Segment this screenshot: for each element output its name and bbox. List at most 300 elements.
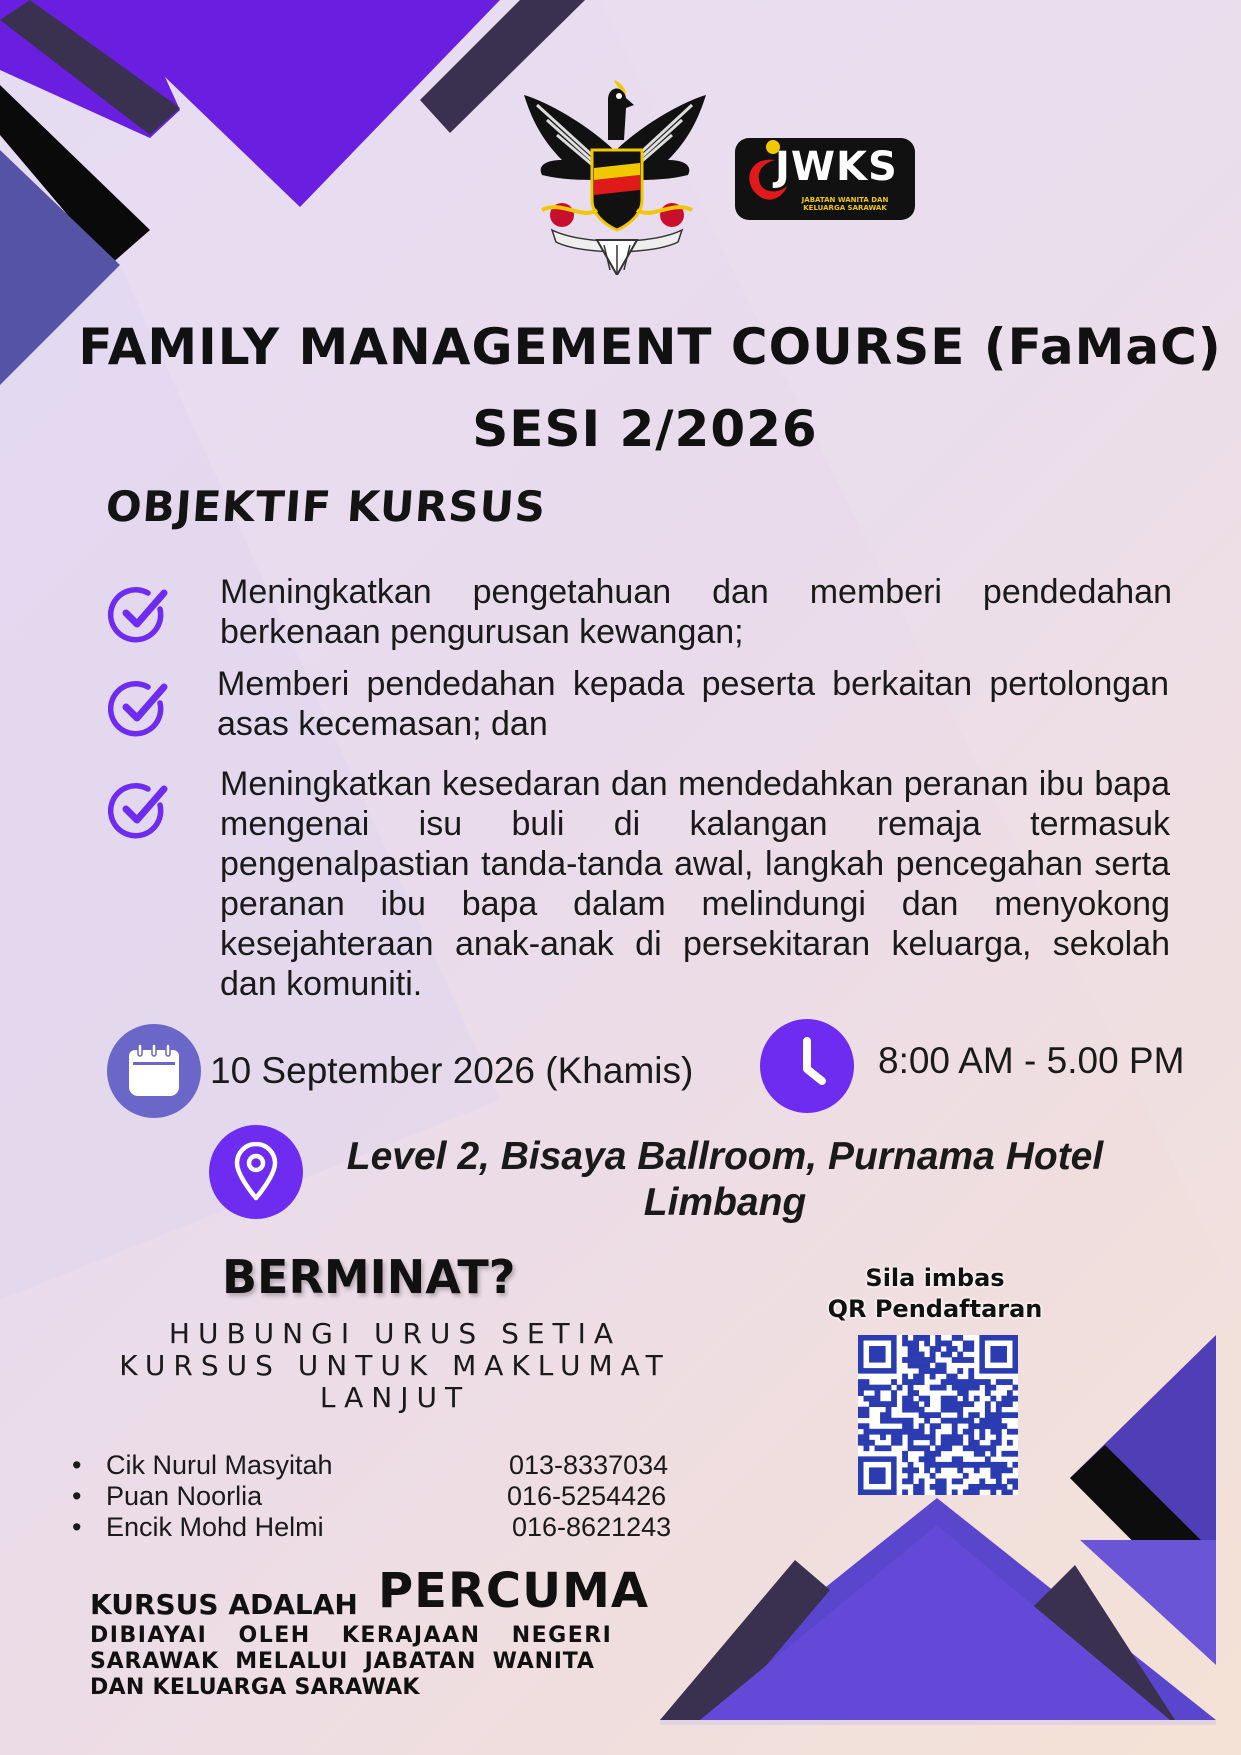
qr-module — [935, 1451, 941, 1457]
qr-module — [968, 1374, 974, 1380]
qr-module — [924, 1434, 930, 1440]
qr-module — [891, 1379, 897, 1385]
qr-module — [908, 1467, 914, 1473]
qr-module — [968, 1346, 974, 1352]
qr-module — [930, 1456, 936, 1462]
qr-module — [1001, 1489, 1007, 1495]
qr-module — [886, 1445, 892, 1451]
qr-module — [908, 1445, 914, 1451]
qr-module — [963, 1489, 969, 1495]
qr-finder-center — [990, 1346, 1007, 1363]
qr-module — [996, 1484, 1002, 1490]
qr-module — [979, 1451, 985, 1457]
qr-module — [864, 1423, 870, 1429]
qr-module — [979, 1379, 985, 1385]
qr-module — [974, 1423, 980, 1429]
registration-qr-code[interactable] — [858, 1335, 1018, 1495]
qr-module — [919, 1396, 925, 1402]
qr-module — [968, 1385, 974, 1391]
qr-module — [941, 1396, 947, 1402]
qr-module — [891, 1434, 897, 1440]
qr-module — [952, 1456, 958, 1462]
qr-module — [957, 1412, 963, 1418]
jwks-logo-text: JWKS — [775, 144, 898, 190]
qr-module — [908, 1363, 914, 1369]
qr-module — [963, 1379, 969, 1385]
qr-module — [913, 1434, 919, 1440]
qr-module — [864, 1440, 870, 1446]
qr-module — [891, 1396, 897, 1402]
qr-module — [930, 1462, 936, 1468]
qr-module — [941, 1407, 947, 1413]
qr-module — [924, 1363, 930, 1369]
qr-module — [946, 1401, 952, 1407]
qr-module — [952, 1478, 958, 1484]
qr-module — [897, 1440, 903, 1446]
qr-module — [952, 1335, 958, 1341]
objective-item: Meningkatkan kesedaran dan mendedahkan peranan ibu bapa mengenai isu buli di kalangan remaja termasuk pengenalpastian tanda-tanda awal, langkah pencegahan serta peranan ibu bapa dalam melindungi dan menyokong kesejahteraan anak-anak di persekitaran keluarga, sekolah dan komuniti. — [220, 765, 1170, 1003]
qr-finder-center — [869, 1346, 886, 1363]
qr-module — [952, 1385, 958, 1391]
checkmark-circle-icon — [108, 583, 170, 645]
qr-module — [875, 1396, 881, 1402]
qr-module — [919, 1434, 925, 1440]
qr-module — [957, 1357, 963, 1363]
qr-module — [990, 1396, 996, 1402]
qr-module — [985, 1390, 991, 1396]
qr-module — [957, 1390, 963, 1396]
qr-module — [902, 1357, 908, 1363]
qr-module — [968, 1429, 974, 1435]
qr-module — [968, 1412, 974, 1418]
qr-module — [985, 1456, 991, 1462]
qr-module — [919, 1429, 925, 1435]
qr-module — [886, 1407, 892, 1413]
registration-label-line: QR Pendaftaran — [827, 1295, 1043, 1323]
qr-module — [990, 1418, 996, 1424]
qr-module — [886, 1418, 892, 1424]
contact-item — [72, 1481, 706, 1512]
contact-phone: 013-8337034 — [509, 1450, 669, 1480]
qr-module — [946, 1379, 952, 1385]
qr-module — [990, 1385, 996, 1391]
qr-module — [1012, 1385, 1018, 1391]
qr-module — [946, 1434, 952, 1440]
objective-item: Memberi pendedahan kepada peserta berkaitan pertolongan asas kecemasan; dan — [217, 665, 1169, 743]
qr-module — [908, 1418, 914, 1424]
qr-module — [996, 1412, 1002, 1418]
qr-module — [968, 1379, 974, 1385]
qr-module — [1001, 1462, 1007, 1468]
qr-module — [979, 1478, 985, 1484]
contact-subheading-line: KURSUS UNTUK MAKLUMAT — [119, 1349, 671, 1382]
qr-module — [963, 1357, 969, 1363]
qr-module — [974, 1445, 980, 1451]
qr-module — [913, 1379, 919, 1385]
qr-module — [902, 1335, 908, 1341]
qr-module — [858, 1379, 864, 1385]
qr-module — [963, 1418, 969, 1424]
qr-module — [908, 1478, 914, 1484]
qr-module — [968, 1445, 974, 1451]
qr-module — [930, 1346, 936, 1352]
location-badge — [209, 1125, 303, 1219]
qr-module — [952, 1440, 958, 1446]
qr-module — [963, 1445, 969, 1451]
qr-module — [941, 1462, 947, 1468]
contact-name: Cik Nurul Masyitah — [106, 1450, 333, 1480]
qr-module — [902, 1407, 908, 1413]
qr-module — [924, 1462, 930, 1468]
contact-name: Encik Mohd Helmi — [106, 1512, 324, 1542]
qr-module — [891, 1401, 897, 1407]
qr-module — [908, 1423, 914, 1429]
qr-module — [935, 1363, 941, 1369]
qr-module — [979, 1429, 985, 1435]
registration-label — [815, 1263, 1055, 1325]
qr-module — [941, 1445, 947, 1451]
qr-module — [913, 1407, 919, 1413]
qr-module — [864, 1445, 870, 1451]
qr-module — [957, 1407, 963, 1413]
contact-name: Puan Noorlia — [106, 1481, 263, 1511]
contact-list — [72, 1450, 706, 1543]
qr-module — [996, 1423, 1002, 1429]
event-time: 8:00 AM - 5.00 PM — [878, 1040, 1185, 1081]
event-date: 10 September 2026 (Khamis) — [210, 1050, 694, 1091]
qr-finder-center — [869, 1467, 886, 1484]
qr-module — [930, 1368, 936, 1374]
qr-module — [880, 1445, 886, 1451]
qr-module — [996, 1440, 1002, 1446]
qr-module — [996, 1429, 1002, 1435]
qr-module — [930, 1374, 936, 1380]
qr-module — [919, 1379, 925, 1385]
qr-module — [985, 1484, 991, 1490]
qr-module — [990, 1445, 996, 1451]
qr-module — [930, 1412, 936, 1418]
qr-module — [1007, 1467, 1013, 1473]
qr-module — [908, 1401, 914, 1407]
qr-module — [990, 1440, 996, 1446]
qr-module — [952, 1396, 958, 1402]
qr-module — [990, 1451, 996, 1457]
qr-module — [935, 1335, 941, 1341]
sarawak-coat-of-arms-logo — [522, 80, 708, 275]
qr-module — [897, 1385, 903, 1391]
contact-subheading-line: LANJUT — [319, 1381, 471, 1414]
qr-module — [913, 1489, 919, 1495]
qr-module — [902, 1401, 908, 1407]
session-title: SESI 2/2026 — [472, 400, 818, 458]
qr-module — [941, 1363, 947, 1369]
qr-module — [957, 1401, 963, 1407]
qr-module — [913, 1335, 919, 1341]
qr-module — [880, 1401, 886, 1407]
qr-module — [985, 1401, 991, 1407]
qr-module — [979, 1418, 985, 1424]
qr-module — [941, 1434, 947, 1440]
qr-module — [963, 1385, 969, 1391]
contact-item — [72, 1512, 706, 1543]
qr-module — [902, 1423, 908, 1429]
qr-module — [974, 1412, 980, 1418]
qr-module — [864, 1434, 870, 1440]
qr-module — [946, 1418, 952, 1424]
qr-module — [886, 1412, 892, 1418]
qr-module — [875, 1445, 881, 1451]
qr-module — [985, 1418, 991, 1424]
checkmark-circle-icon — [108, 779, 170, 841]
qr-module — [908, 1385, 914, 1391]
qr-module — [902, 1489, 908, 1495]
qr-module — [946, 1440, 952, 1446]
qr-module — [946, 1341, 952, 1347]
qr-module — [952, 1489, 958, 1495]
event-venue-line2: Limbang — [643, 1181, 807, 1224]
qr-module — [864, 1379, 870, 1385]
contact-phone: 016-5254426 — [507, 1481, 667, 1511]
qr-module — [902, 1341, 908, 1347]
qr-module — [996, 1379, 1002, 1385]
qr-module — [919, 1423, 925, 1429]
qr-module — [875, 1401, 881, 1407]
qr-module — [858, 1440, 864, 1446]
qr-module — [869, 1401, 875, 1407]
qr-module — [1007, 1478, 1013, 1484]
qr-module — [985, 1385, 991, 1391]
qr-module — [968, 1341, 974, 1347]
qr-module — [919, 1407, 925, 1413]
qr-module — [864, 1385, 870, 1391]
qr-module — [963, 1396, 969, 1402]
qr-module — [930, 1352, 936, 1358]
qr-module — [1012, 1484, 1018, 1490]
qr-module — [930, 1429, 936, 1435]
qr-module — [908, 1429, 914, 1435]
qr-module — [985, 1379, 991, 1385]
qr-module — [941, 1341, 947, 1347]
qr-module — [858, 1385, 864, 1391]
qr-module — [858, 1412, 864, 1418]
qr-module — [913, 1484, 919, 1490]
clock-icon — [760, 1019, 854, 1113]
qr-module — [924, 1341, 930, 1347]
qr-module — [913, 1390, 919, 1396]
qr-module — [1007, 1429, 1013, 1435]
qr-module — [919, 1445, 925, 1451]
qr-module — [946, 1396, 952, 1402]
qr-module — [930, 1440, 936, 1446]
qr-module — [930, 1357, 936, 1363]
qr-module — [935, 1467, 941, 1473]
qr-module — [919, 1357, 925, 1363]
free-course-prefix: KURSUS ADALAH — [90, 1588, 358, 1621]
qr-module — [990, 1467, 996, 1473]
qr-module — [952, 1462, 958, 1468]
qr-module — [957, 1418, 963, 1424]
qr-module — [902, 1429, 908, 1435]
qr-module — [957, 1368, 963, 1374]
qr-module — [919, 1456, 925, 1462]
qr-module — [963, 1390, 969, 1396]
objectives-heading: OBJEKTIF KURSUS — [104, 482, 548, 531]
qr-module — [952, 1379, 958, 1385]
qr-module — [924, 1368, 930, 1374]
qr-module — [1012, 1396, 1018, 1402]
qr-module — [1001, 1484, 1007, 1490]
qr-module — [1012, 1412, 1018, 1418]
qr-module — [946, 1352, 952, 1358]
qr-module — [946, 1462, 952, 1468]
qr-module — [924, 1357, 930, 1363]
qr-module — [902, 1456, 908, 1462]
qr-module — [941, 1484, 947, 1490]
qr-module — [1001, 1396, 1007, 1402]
qr-module — [913, 1352, 919, 1358]
qr-module — [908, 1462, 914, 1468]
qr-module — [935, 1368, 941, 1374]
qr-module — [902, 1379, 908, 1385]
qr-module — [935, 1341, 941, 1347]
qr-module — [946, 1346, 952, 1352]
qr-module — [1001, 1467, 1007, 1473]
qr-module — [979, 1462, 985, 1468]
qr-module — [902, 1396, 908, 1402]
qr-module — [924, 1451, 930, 1457]
qr-module — [858, 1390, 864, 1396]
funding-line: SARAWAK MELALUI JABATAN WANITA — [90, 1649, 595, 1674]
qr-module — [908, 1407, 914, 1413]
qr-module — [968, 1368, 974, 1374]
qr-module — [886, 1385, 892, 1391]
qr-module — [952, 1346, 958, 1352]
qr-module — [891, 1418, 897, 1424]
qr-module — [941, 1478, 947, 1484]
qr-module — [1007, 1379, 1013, 1385]
qr-module — [897, 1429, 903, 1435]
qr-module — [924, 1396, 930, 1402]
qr-module — [1012, 1462, 1018, 1468]
qr-module — [908, 1434, 914, 1440]
contact-subheading — [60, 1318, 730, 1414]
qr-module — [935, 1385, 941, 1391]
qr-module — [1007, 1390, 1013, 1396]
qr-module — [1001, 1412, 1007, 1418]
calendar-icon — [125, 1042, 183, 1100]
qr-module — [924, 1467, 930, 1473]
qr-module — [908, 1379, 914, 1385]
qr-module — [974, 1385, 980, 1391]
qr-module — [858, 1407, 864, 1413]
qr-module — [963, 1429, 969, 1435]
qr-module — [891, 1429, 897, 1435]
qr-module — [957, 1456, 963, 1462]
qr-module — [891, 1440, 897, 1446]
qr-module — [913, 1445, 919, 1451]
qr-module — [902, 1478, 908, 1484]
registration-label-line: Sila imbas — [865, 1264, 1005, 1292]
qr-module — [996, 1478, 1002, 1484]
qr-module — [952, 1434, 958, 1440]
qr-module — [968, 1462, 974, 1468]
qr-module — [875, 1390, 881, 1396]
qr-module — [952, 1357, 958, 1363]
qr-module — [908, 1396, 914, 1402]
qr-module — [985, 1423, 991, 1429]
qr-module — [957, 1462, 963, 1468]
qr-module — [919, 1478, 925, 1484]
qr-module — [1007, 1440, 1013, 1446]
qr-module — [913, 1346, 919, 1352]
qr-module — [941, 1379, 947, 1385]
qr-module — [902, 1418, 908, 1424]
qr-module — [963, 1401, 969, 1407]
qr-module — [930, 1451, 936, 1457]
qr-module — [924, 1456, 930, 1462]
qr-module — [935, 1445, 941, 1451]
qr-module — [875, 1429, 881, 1435]
qr-module — [880, 1429, 886, 1435]
qr-module — [968, 1357, 974, 1363]
qr-module — [990, 1473, 996, 1479]
qr-module — [957, 1335, 963, 1341]
qr-module — [963, 1341, 969, 1347]
qr-module — [1007, 1401, 1013, 1407]
qr-module — [990, 1429, 996, 1435]
qr-module — [908, 1357, 914, 1363]
qr-module — [935, 1462, 941, 1468]
jwks-logo-subtitle: JABATAN WANITA DAN KELUARGA SARAWAK — [801, 196, 889, 212]
qr-module — [869, 1385, 875, 1391]
qr-module — [957, 1467, 963, 1473]
qr-module — [979, 1423, 985, 1429]
qr-module — [919, 1368, 925, 1374]
qr-module — [990, 1412, 996, 1418]
qr-module — [1012, 1478, 1018, 1484]
qr-module — [1007, 1412, 1013, 1418]
qr-module — [941, 1385, 947, 1391]
qr-module — [869, 1440, 875, 1446]
qr-module — [1007, 1451, 1013, 1457]
qr-module — [974, 1396, 980, 1402]
qr-module — [946, 1374, 952, 1380]
qr-module — [886, 1401, 892, 1407]
qr-module — [908, 1352, 914, 1358]
qr-module — [864, 1396, 870, 1402]
qr-module — [908, 1473, 914, 1479]
qr-module — [919, 1352, 925, 1358]
qr-module — [946, 1407, 952, 1413]
qr-module — [864, 1429, 870, 1435]
qr-module — [919, 1484, 925, 1490]
qr-module — [952, 1401, 958, 1407]
qr-module — [897, 1434, 903, 1440]
qr-module — [924, 1445, 930, 1451]
qr-module — [919, 1374, 925, 1380]
calendar-badge — [107, 1024, 201, 1118]
qr-module — [902, 1451, 908, 1457]
qr-module — [891, 1390, 897, 1396]
qr-module — [952, 1429, 958, 1435]
qr-module — [990, 1423, 996, 1429]
qr-module — [935, 1423, 941, 1429]
qr-module — [963, 1462, 969, 1468]
qr-module — [930, 1423, 936, 1429]
qr-module — [1001, 1451, 1007, 1457]
qr-module — [913, 1341, 919, 1347]
qr-module — [968, 1434, 974, 1440]
